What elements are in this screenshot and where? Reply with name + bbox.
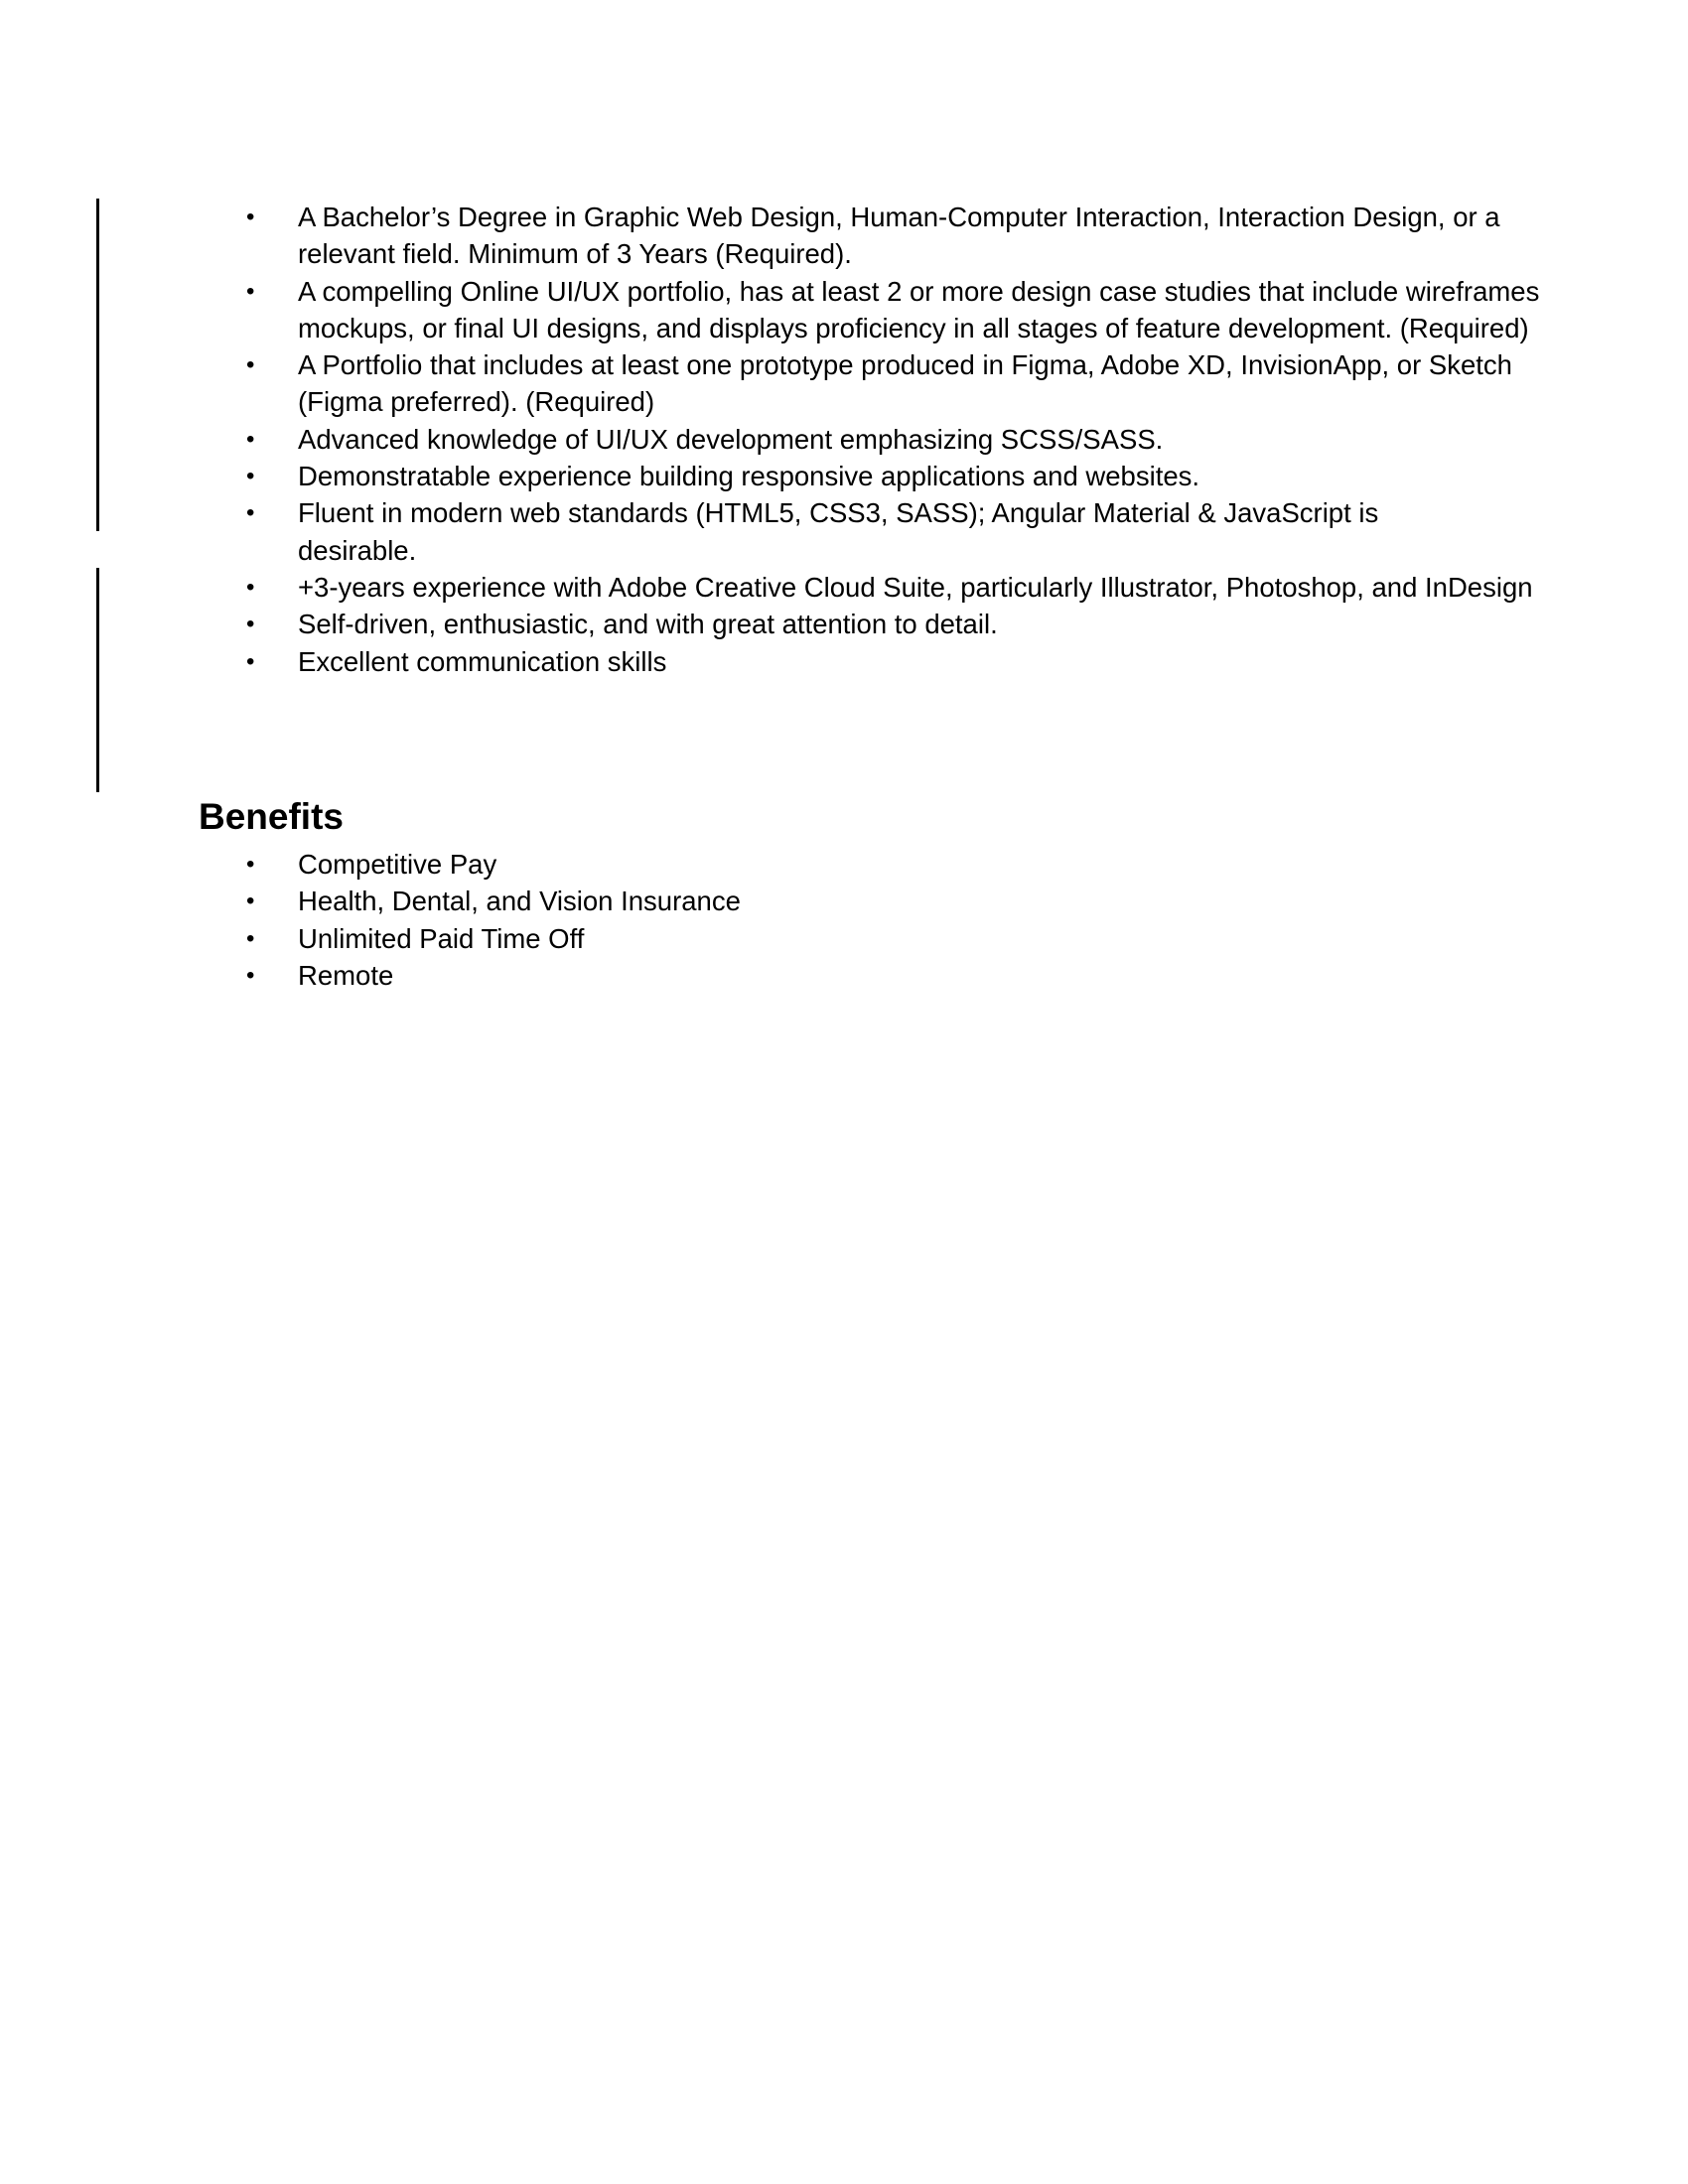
- bullet-icon: •: [246, 463, 255, 490]
- list-item: [199, 957, 1509, 994]
- list-item-text: Competitive Pay: [298, 849, 497, 880]
- bullet-icon: •: [246, 851, 255, 878]
- bullet-icon: •: [246, 961, 255, 989]
- bullet-icon: •: [246, 573, 255, 601]
- list-item: [199, 494, 1489, 569]
- list-item-text: Health, Dental, and Vision Insurance: [298, 886, 741, 917]
- list-item: [199, 346, 1579, 421]
- revision-change-bar: [96, 568, 99, 792]
- list-item: [199, 643, 1509, 680]
- list-item: [199, 606, 1509, 642]
- benefits-heading: Benefits: [199, 796, 344, 837]
- list-item: [199, 421, 1509, 458]
- list-item: [199, 846, 1509, 883]
- list-item-text: Unlimited Paid Time Off: [298, 922, 585, 954]
- list-item-text: Advanced knowledge of UI/UX development emphasizing SCSS/SASS.: [298, 423, 1164, 455]
- bullet-icon: •: [246, 887, 255, 915]
- bullet-icon: •: [246, 611, 255, 638]
- requirements-list: [199, 199, 1540, 680]
- list-item-text: Remote: [298, 959, 394, 991]
- list-item-text: Fluent in modern web standards (HTML5, CSS3, SASS); Angular Material & JavaScript is desirable.: [298, 497, 1379, 566]
- list-item: [199, 920, 1509, 957]
- bullet-icon: •: [246, 499, 255, 527]
- bullet-icon: •: [246, 277, 255, 305]
- list-item-text: A Bachelor’s Degree in Graphic Web Design, Human-Computer Interaction, Interaction Design, or a relevant field. Minimum of 3 Years (Required).: [298, 202, 1500, 270]
- list-item-text: A compelling Online UI/UX portfolio, has at least 2 or more design case studies that include wireframes mockups, or final UI designs, and displays proficiency in all stages of feature development. (Required): [298, 275, 1540, 343]
- bullet-icon: •: [246, 924, 255, 952]
- bullet-icon: •: [246, 647, 255, 675]
- bullet-icon: •: [246, 204, 255, 230]
- list-item-text: A Portfolio that includes at least one prototype produced in Figma, Adobe XD, InvisionApp, or Sketch (Figma preferred). (Required): [298, 349, 1512, 418]
- bullet-icon: •: [246, 425, 255, 453]
- list-item: [199, 458, 1509, 494]
- revision-change-bar: [96, 199, 99, 531]
- list-item: [199, 199, 1579, 273]
- list-item-text: Demonstratable experience building responsive applications and websites.: [298, 461, 1200, 492]
- benefits-list: [199, 846, 1509, 994]
- list-item: [199, 569, 1579, 606]
- list-item-text: Excellent communication skills: [298, 645, 667, 677]
- list-item-text: Self-driven, enthusiastic, and with great attention to detail.: [298, 609, 998, 640]
- list-item: [199, 273, 1579, 347]
- list-item: [199, 883, 1509, 919]
- list-item-text: +3-years experience with Adobe Creative Cloud Suite, particularly Illustrator, Photoshop, and InDesign: [298, 571, 1533, 603]
- bullet-icon: •: [246, 351, 255, 379]
